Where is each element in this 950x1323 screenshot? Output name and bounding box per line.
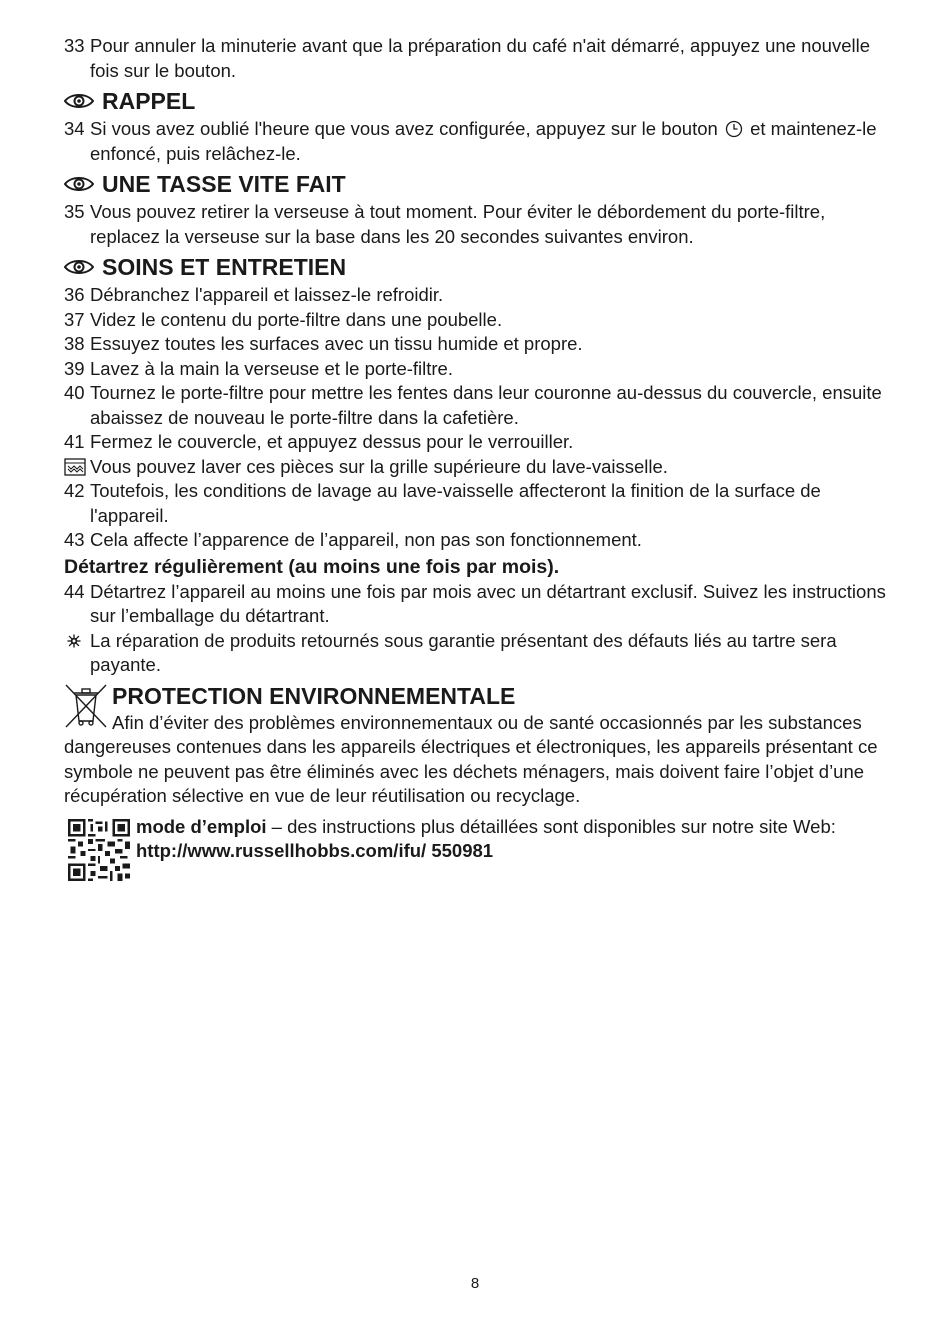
item-text: Tournez le porte-filtre pour mettre les fentes dans leur couronne au-dessus du couvercle, ensuite abaissez de nouveau le porte-filtre dans la cafetière. [90, 382, 882, 428]
note-text: Vous pouvez laver ces pièces sur la grille supérieure du lave-vaisselle. [90, 455, 668, 477]
item-number: 41 [64, 431, 85, 452]
warranty-note [64, 629, 890, 678]
item-number: 37 [64, 308, 85, 330]
heading-text: RAPPEL [102, 88, 196, 114]
dishwasher-note [64, 455, 890, 480]
list-item-41 [64, 430, 890, 455]
eye-icon [64, 258, 94, 276]
list-item-34 [64, 117, 890, 166]
heading-text: SOINS ET ENTRETIEN [102, 254, 347, 280]
item-number: 42 [64, 480, 85, 501]
item-text-end: et maintenez-le enfoncé, puis relâchez-le. [90, 118, 877, 164]
heading-text: PROTECTION ENVIRONNEMENTALE [112, 682, 516, 709]
sun-warning-icon [65, 632, 83, 650]
item-text: Essuyez toutes les surfaces avec un tissu humide et propre. [90, 333, 583, 354]
item-text: Lavez à la main la verseuse et le porte-filtre. [90, 357, 453, 379]
document-page [64, 34, 890, 881]
list-item-33 [64, 34, 890, 83]
descale-heading: Détartrez régulièrement (au moins une fois par mois). [64, 555, 560, 578]
heading-text: UNE TASSE VITE FAIT [102, 171, 346, 197]
item-text [90, 117, 890, 166]
crossed-bin-icon [64, 681, 108, 731]
heading-tasse [64, 169, 890, 199]
list-item-43 [64, 528, 890, 553]
item-number: 38 [64, 333, 85, 354]
manual-description: – des instructions plus détaillées sont disponibles sur notre site Web: [266, 815, 836, 837]
clock-icon [725, 120, 743, 138]
item-text: Pour annuler la minuterie avant que la préparation du café n'ait démarré, appuyez une nouvelle fois sur le bouton. [90, 35, 871, 81]
item-number: 36 [64, 284, 85, 305]
list-item-42 [64, 479, 890, 528]
manual-label: mode d’emploi [136, 815, 267, 837]
list-item-37 [64, 308, 890, 333]
environment-section [64, 681, 890, 809]
item-text: Détartrez l’appareil au moins une fois par mois avec un détartrant exclusif. Suivez les instructions sur l’emballage du détartrant. [90, 580, 886, 626]
environment-text: Afin d’éviter des problèmes environnementaux ou de santé occasionnés par les substances dangereuses contenues dans les appareils électriques et électroniques, les appareils présentant ce symbole ne peuvent pas être éliminés avec les déchets ménagers, mais doivent faire l’objet d’une récupération sélective en vue de leur réutilisation ou recyclage. [64, 711, 878, 806]
list-item-39 [64, 357, 890, 382]
list-item-40 [64, 381, 890, 430]
item-number: 33 [64, 35, 85, 56]
item-number: 39 [64, 357, 85, 379]
qr-code-icon [68, 819, 130, 881]
manual-text [136, 815, 890, 840]
item-text: Vous pouvez retirer la verseuse à tout moment. Pour éviter le débordement du porte-filtre, replacez la verseuse sur la base dans les 20 secondes suivantes environ. [90, 201, 826, 247]
item-text-start: Si vous avez oublié l'heure que vous avez configurée, appuyez sur le bouton [90, 118, 718, 139]
item-number: 44 [64, 580, 85, 602]
item-text: Videz le contenu du porte-filtre dans une poubelle. [90, 308, 503, 330]
page-number: 8 [470, 1275, 480, 1292]
eye-icon [64, 92, 94, 110]
list-item-36 [64, 283, 890, 308]
item-number: 40 [64, 382, 85, 403]
item-number: 34 [64, 118, 85, 139]
item-number: 35 [64, 201, 85, 222]
manual-link-block [64, 815, 890, 881]
dishwasher-icon [64, 458, 86, 476]
manual-url-link[interactable]: http://www.russellhobbs.com/ifu/ 550981 [136, 840, 494, 861]
list-item-44 [64, 580, 890, 629]
heading-rappel [64, 86, 890, 116]
eye-icon [64, 175, 94, 193]
list-item-38 [64, 332, 890, 357]
list-item-35 [64, 200, 890, 249]
item-text: Cela affecte l’apparence de l’appareil, non pas son fonctionnement. [90, 529, 642, 550]
item-text: Toutefois, les conditions de lavage au lave-vaisselle affecteront la finition de la surface de l'appareil. [90, 480, 821, 526]
item-text: Fermez le couvercle, et appuyez dessus pour le verrouiller. [90, 431, 574, 452]
item-number: 43 [64, 529, 85, 550]
heading-soins [64, 252, 890, 282]
item-text: Débranchez l'appareil et laissez-le refroidir. [90, 284, 444, 305]
note-text: La réparation de produits retournés sous garantie présentant des défauts liés au tartre sera payante. [90, 629, 837, 675]
